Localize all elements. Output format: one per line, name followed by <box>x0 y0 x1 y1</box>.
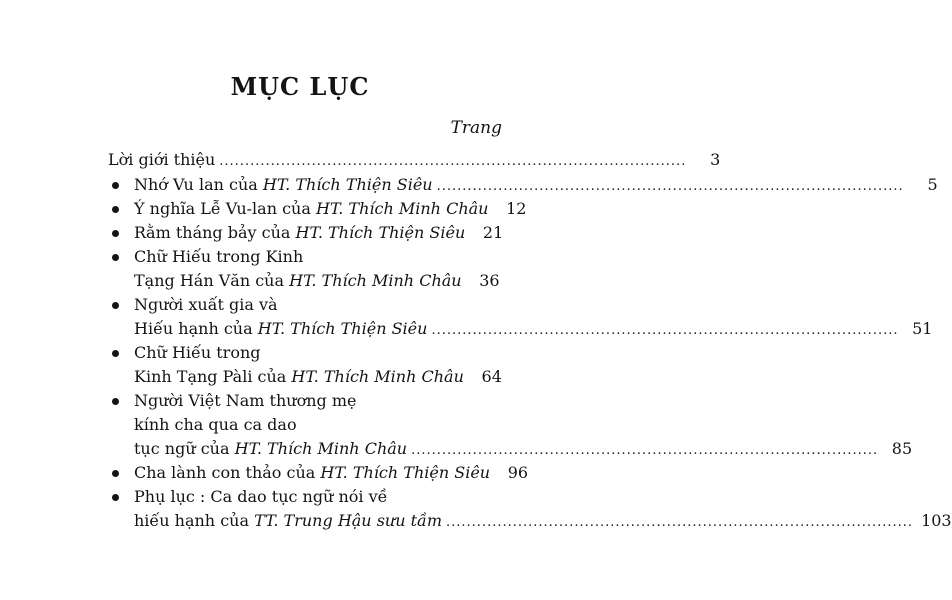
entry-title-line1: Phụ lục : Ca dao tục ngữ nói về <box>134 487 388 506</box>
entry-title: Cha lành con thảo của <box>134 463 321 482</box>
entry-title: Ý nghĩa Lễ Vu-lan của <box>134 199 316 218</box>
bullet <box>112 494 119 501</box>
entry-title: tục ngữ của <box>134 439 235 458</box>
leader-dots: ........................................................................................... <box>446 515 914 530</box>
entry-page-number: 103 <box>921 511 952 530</box>
bullet <box>112 302 119 309</box>
entry-page-number: 12 <box>506 199 527 218</box>
entry-title: Kinh Tạng Pàli của <box>134 367 292 386</box>
toc-entry-line1 <box>134 485 498 509</box>
entry-title: Nhớ Vu lan của <box>134 175 263 194</box>
entry-title: Tạng Hán Văn của <box>134 271 290 290</box>
bullet <box>112 182 119 189</box>
entry-page-number: 3 <box>710 150 721 169</box>
toc-entry <box>134 365 502 389</box>
bullet <box>112 206 119 213</box>
entry-author: HT. Thích Thiện Siêu <box>262 175 433 194</box>
entry-title-line1: Chữ Hiếu trong Kinh <box>134 247 304 266</box>
toc-entry <box>134 197 527 221</box>
leader-dots: ........................................................................................... <box>219 154 687 169</box>
entry-title-line1: Chữ Hiếu trong <box>134 343 261 362</box>
entry-page-number: 51 <box>912 319 933 338</box>
entry-page-number: 64 <box>481 367 502 386</box>
entry-page-number: 36 <box>479 271 500 290</box>
leader-dots: ........................................................................................... <box>436 179 904 194</box>
entry-author: HT. Thích Minh Châu <box>315 199 489 218</box>
entry-title-line1: Người xuất gia và <box>134 295 278 314</box>
leader-dots: ........................................................................................... <box>431 323 899 338</box>
entry-author: HT. Thích Minh Châu <box>289 271 462 290</box>
entry-author: HT. Thích Thiện Siêu <box>320 463 491 482</box>
toc-entry <box>134 317 933 341</box>
bullet <box>112 470 119 477</box>
bullet <box>112 230 119 237</box>
entry-title: hiếu hạnh của <box>134 511 255 530</box>
entry-author: TT. Trung Hậu sưu tầm <box>254 511 443 530</box>
toc-entry <box>134 461 529 485</box>
entry-page-number: 21 <box>482 223 504 242</box>
toc-entry <box>134 437 913 461</box>
toc-entry <box>134 221 504 245</box>
entry-title-line1: Người Việt Nam thương mẹ <box>134 391 357 410</box>
toc-entry-line1 <box>134 389 498 413</box>
entry-author: HT. Thích Thiện Siêu <box>295 223 466 242</box>
entry-title: Lời giới thiệu <box>108 150 216 169</box>
entry-title: Rằm tháng bảy của <box>134 223 296 242</box>
toc-entry-intro <box>108 148 721 172</box>
entry-author: HT. Thích Minh Châu <box>234 439 408 458</box>
entry-title-line2: kính cha qua ca dao <box>134 415 297 434</box>
bullet <box>112 254 119 261</box>
entry-author: HT. Thích Minh Châu <box>291 367 464 386</box>
entry-author: HT. Thích Thiện Siêu <box>257 319 428 338</box>
toc-entry-line1 <box>134 293 498 317</box>
entry-page-number: 96 <box>507 463 529 482</box>
entry-page-number: 85 <box>891 439 913 458</box>
toc-entry <box>134 173 938 197</box>
page-title: MỤC LỤC <box>230 72 370 101</box>
page-column-label: Trang <box>450 118 502 138</box>
bullet <box>112 398 119 405</box>
entry-page-number: 5 <box>927 175 938 194</box>
toc-entry-line2 <box>134 413 498 437</box>
entry-title: Hiếu hạnh của <box>134 319 258 338</box>
toc-entry <box>134 509 952 533</box>
toc-entry-line1 <box>134 341 498 365</box>
bullet <box>112 350 119 357</box>
toc-entry <box>134 269 498 293</box>
toc-entry-line1 <box>134 245 498 269</box>
leader-dots: ........................................................................................... <box>411 443 879 458</box>
